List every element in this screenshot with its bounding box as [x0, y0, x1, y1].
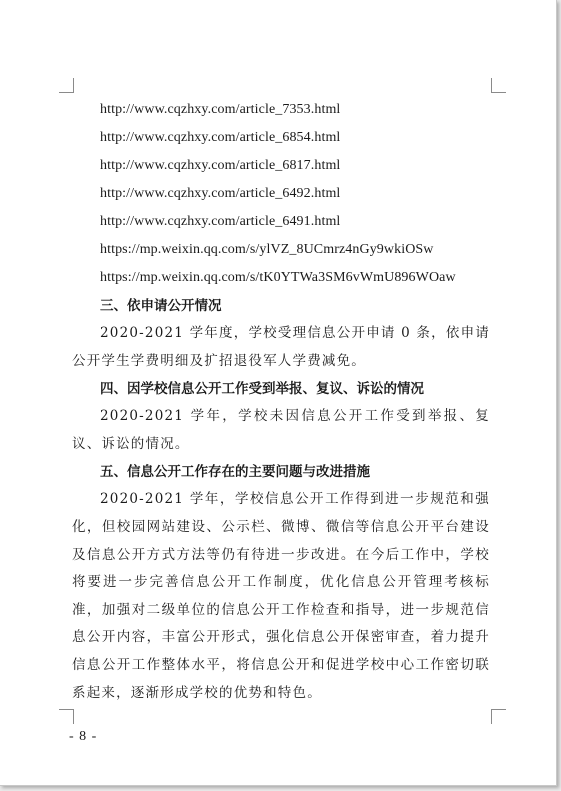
section-heading: 五、信息公开工作存在的主要问题与改进措施	[100, 464, 370, 481]
section-paragraph: 2020-2021 学年度，学校受理信息公开申请 0 条，依申请公开学生学费明细及扩招退役军人学费减免。	[72, 325, 490, 369]
link-line[interactable]: http://www.cqzhxy.com/article_7353.html	[100, 102, 341, 117]
section-paragraph: 2020-2021 学年，学校信息公开工作得到进一步规范和强化，但校园网站建设、公示栏、微博、微信等信息公开平台建设及信息公开方式方法等仍有待进一步改进。在今后工作中，学校将要进一步完善信息公开工作制度，优化信息公开管理考核标准，加强对二级单位的信息公开工作检查和指导，进一步规范信息公开内容，丰富公开形式，强化信息公开保密审查，着力提升信息公开工作整体水平，将信息公开和促进学校中心工作密切联系起来，逐渐形成学校的优势和特色。	[72, 491, 490, 701]
link-line[interactable]: http://www.cqzhxy.com/article_6817.html	[100, 158, 341, 173]
crop-mark-top-left	[59, 78, 74, 93]
crop-mark-top-right	[491, 78, 506, 93]
document-body	[72, 96, 490, 707]
page-number: - 8 -	[69, 729, 98, 744]
section-heading: 四、因学校信息公开工作受到举报、复议、诉讼的情况	[100, 381, 424, 398]
crop-mark-bottom-right	[491, 709, 506, 724]
section-heading: 三、依申请公开情况	[100, 298, 222, 314]
link-line[interactable]: http://www.cqzhxy.com/article_6854.html	[100, 130, 341, 145]
link-line[interactable]: http://www.cqzhxy.com/article_6492.html	[100, 186, 341, 201]
link-line[interactable]: https://mp.weixin.qq.com/s/ylVZ_8UCmrz4nGy9wkiOSw	[100, 242, 434, 257]
link-line[interactable]: https://mp.weixin.qq.com/s/tK0YTWa3SM6vWmU896WOaw	[100, 270, 456, 285]
link-line[interactable]: http://www.cqzhxy.com/article_6491.html	[100, 214, 341, 229]
section-paragraph: 2020-2021 学年，学校未因信息公开工作受到举报、复议、诉讼的情况。	[72, 408, 490, 452]
crop-mark-bottom-left	[59, 709, 74, 724]
